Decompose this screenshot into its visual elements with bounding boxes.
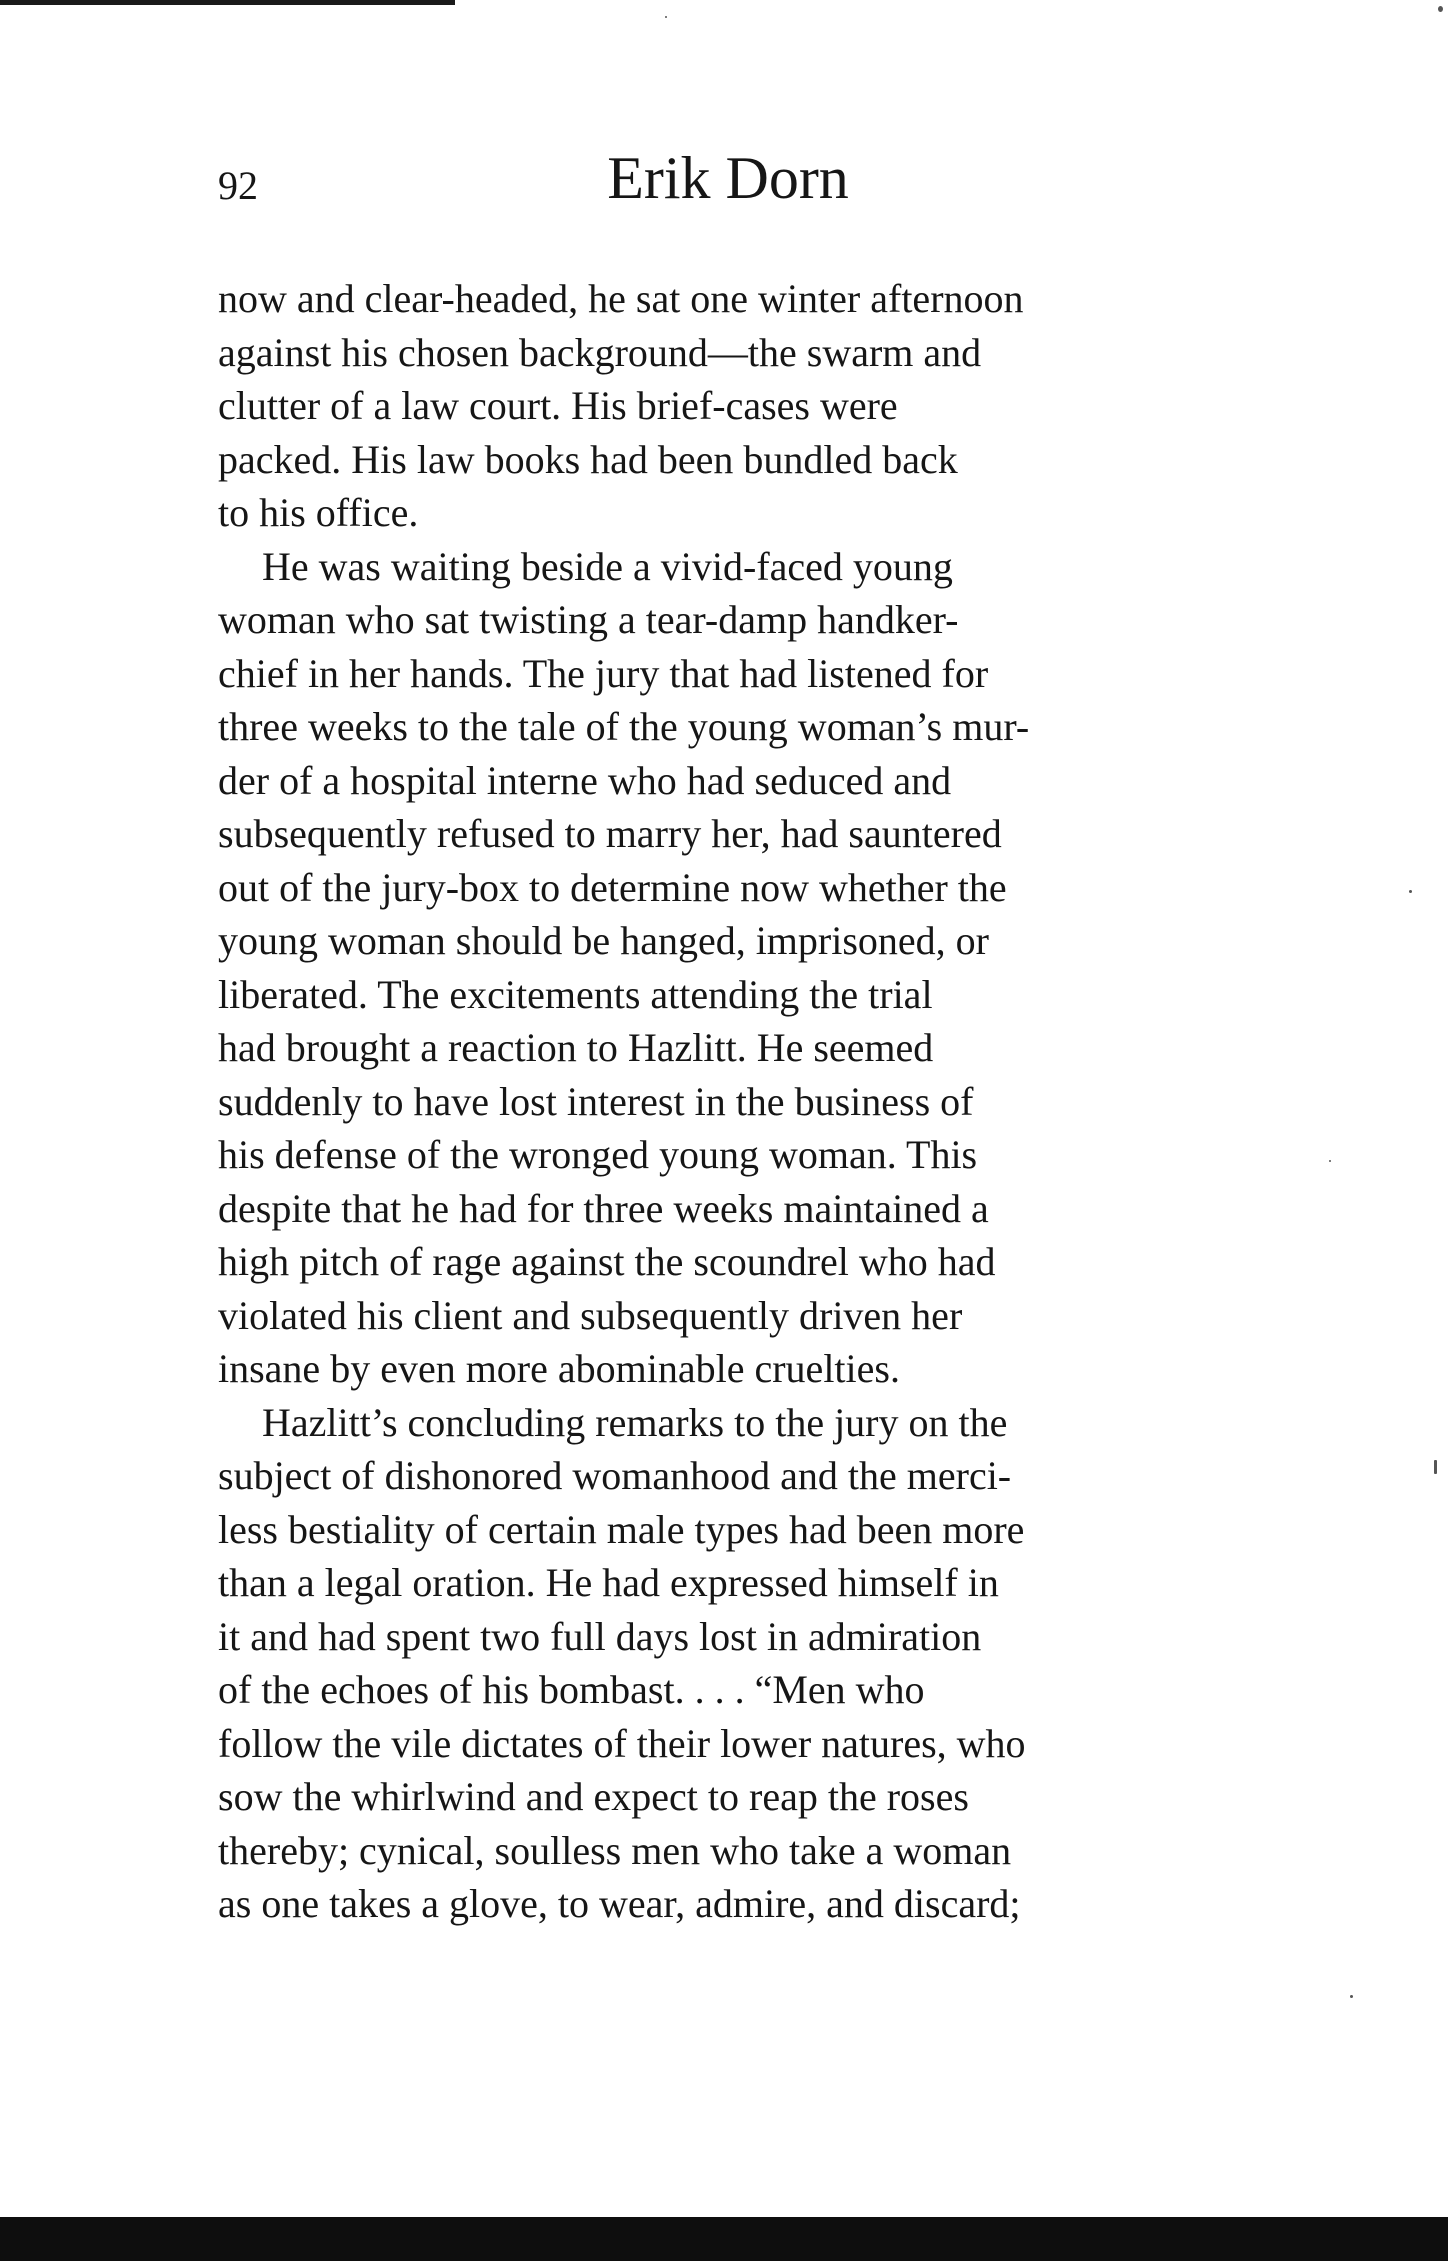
paragraph-first-line: Hazlitt’s concluding remarks to the jury on the (262, 1399, 1008, 1445)
scan-speck (1350, 1995, 1353, 1998)
running-head (218, 142, 1228, 222)
text-line: high pitch of rage against the scoundrel who had (218, 1239, 996, 1284)
text-line: clutter of a law court. His brief-cases were (218, 383, 898, 428)
text-line: his defense of the wronged young woman. This (218, 1132, 978, 1177)
body-text (218, 272, 1228, 1931)
text-line: violated his client and subsequently driven her (218, 1292, 963, 1338)
page-number: 92 (218, 163, 258, 208)
text-line: sow the whirlwind and expect to reap the roses (218, 1774, 969, 1819)
text-line: suddenly to have lost interest in the business of (218, 1078, 974, 1124)
text-line: to his office. (218, 490, 419, 535)
scan-speck (1438, 6, 1443, 12)
text-line: thereby; cynical, soulless men who take a woman (218, 1827, 1012, 1873)
text-line: less bestiality of certain male types had been more (218, 1506, 1025, 1552)
text-line: follow the vile dictates of their lower natures, who (218, 1720, 1026, 1766)
scan-speck (1434, 1460, 1437, 1474)
text-line: now and clear-headed, he sat one winter afternoon (218, 276, 1024, 321)
running-title: Erik Dorn (607, 145, 849, 211)
text-line: against his chosen background—the swarm and (218, 329, 982, 375)
text-line: out of the jury-box to determine now whether the (218, 864, 1007, 910)
text-line: chief in her hands. The jury that had listened for (218, 650, 989, 696)
text-line: despite that he had for three weeks maintained a (218, 1185, 989, 1231)
top-edge-rule (0, 0, 455, 5)
text-line: der of a hospital interne who had seduced and (218, 757, 952, 803)
text-line: woman who sat twisting a tear-damp handker- (218, 597, 959, 642)
scan-speck (665, 16, 667, 18)
paragraph-first-line: He was waiting beside a vivid-faced young (262, 543, 953, 589)
text-line: young woman should be hanged, imprisoned, or (218, 918, 989, 963)
scan-speck (1409, 890, 1412, 893)
text-line: packed. His law books had been bundled back (218, 436, 958, 482)
text-line: it and had spent two full days lost in admiration (218, 1613, 982, 1659)
text-line: liberated. The excitements attending the trial (218, 971, 933, 1017)
text-line: than a legal oration. He had expressed himself in (218, 1560, 999, 1605)
text-line: of the echoes of his bombast. . . . “Men who (218, 1667, 925, 1712)
bottom-edge-band (0, 2217, 1448, 2261)
text-line: as one takes a glove, to wear, admire, and discard; (218, 1881, 1021, 1926)
scan-speck (1329, 1160, 1331, 1162)
text-line: subsequently refused to marry her, had sauntered (218, 811, 1002, 856)
text-line: insane by even more abominable cruelties. (218, 1346, 900, 1391)
text-line: had brought a reaction to Hazlitt. He seemed (218, 1025, 934, 1070)
text-line: subject of dishonored womanhood and the merci- (218, 1453, 1012, 1498)
text-line: three weeks to the tale of the young woman’s mur- (218, 704, 1030, 749)
